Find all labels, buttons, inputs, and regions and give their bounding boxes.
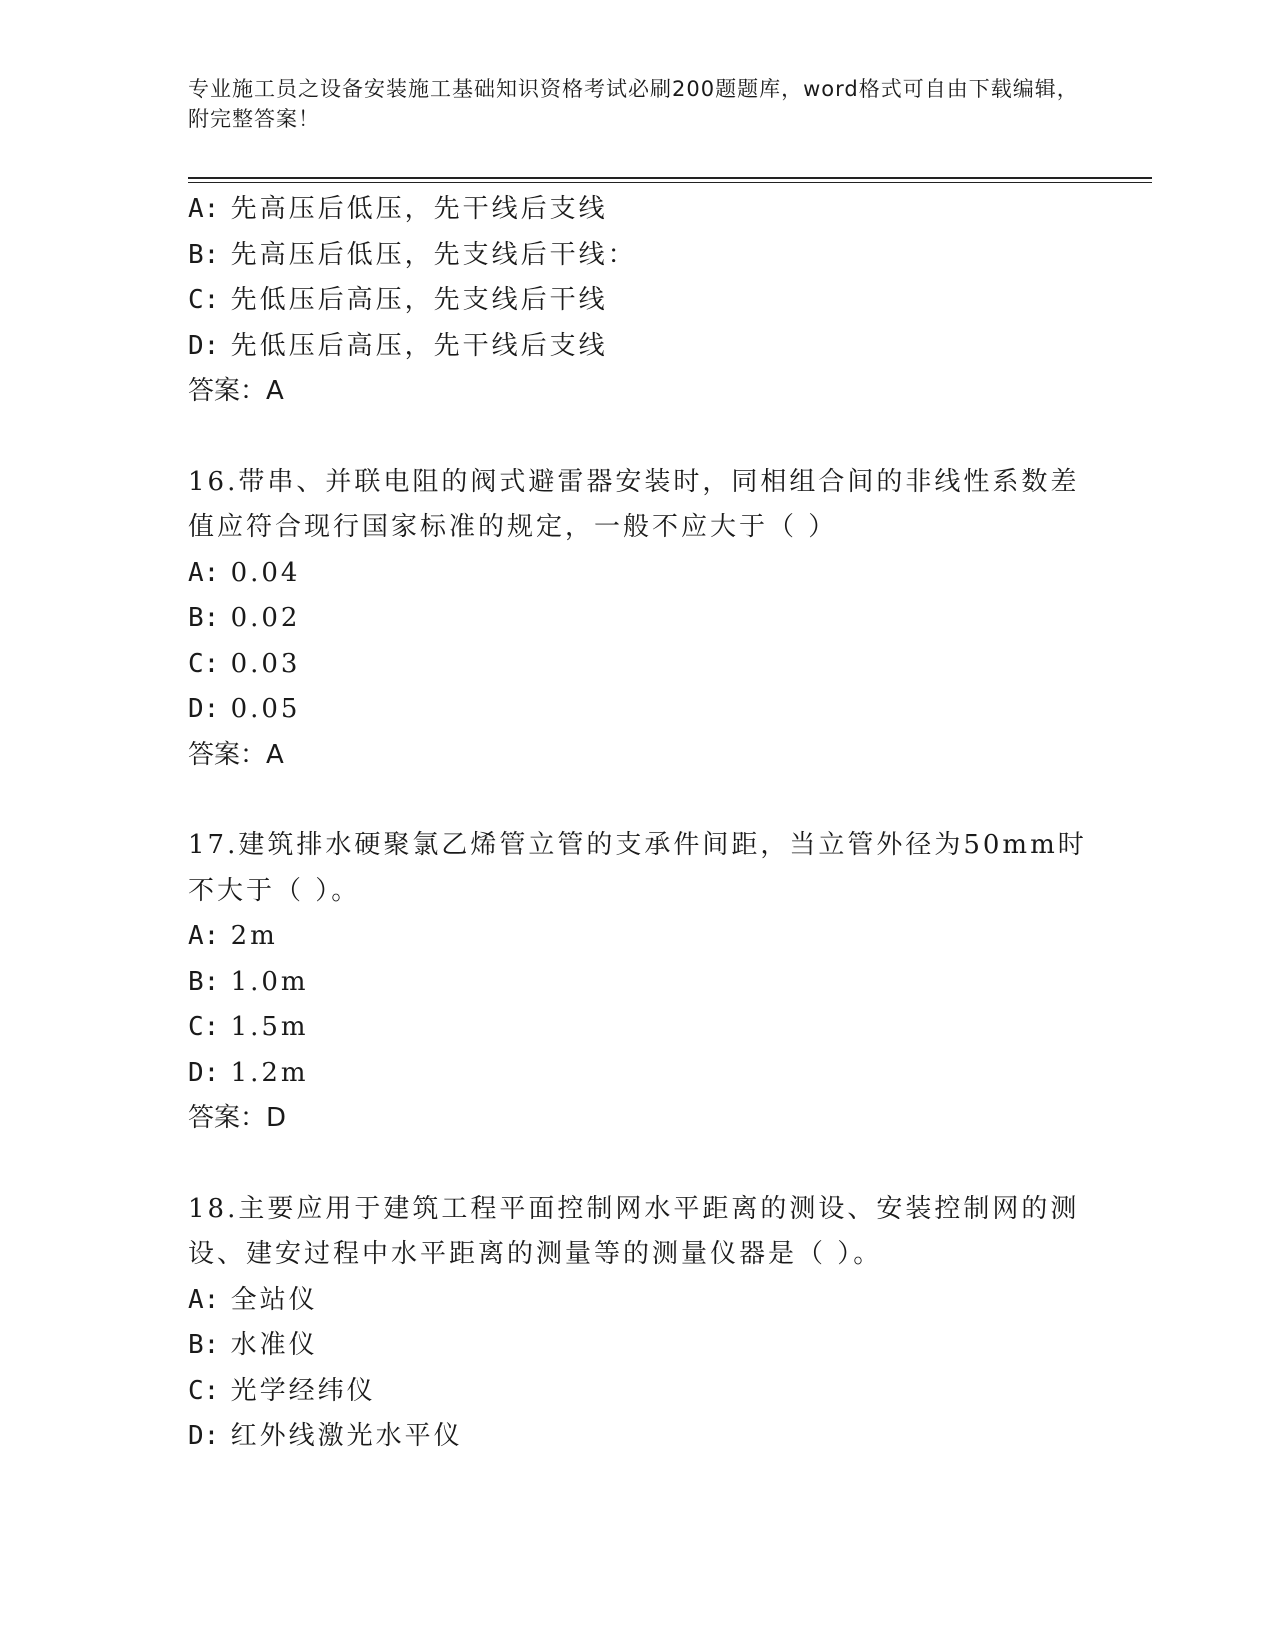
question-16 xyxy=(188,460,1088,779)
option-d: D: 1.2m xyxy=(188,1057,309,1088)
header-divider-thin xyxy=(188,182,1152,183)
question-text: 18.主要应用于建筑工程平面控制网水平距离的测设、安装控制网的测设、建安过程中水平距离的测量等的测量仪器是（ ）。 xyxy=(188,1193,1080,1269)
question-15-continued xyxy=(188,187,1088,415)
question-18 xyxy=(188,1187,1088,1460)
question-text: 17.建筑排水硬聚氯乙烯管立管的支承件间距，当立管外径为50mm时不大于（ ）。 xyxy=(188,830,1087,906)
option-a: A: 全站仪 xyxy=(188,1284,318,1315)
option-c: C: 先低压后高压，先支线后干线 xyxy=(188,285,608,315)
option-b: B: 0.02 xyxy=(188,603,301,633)
answer-label: 答案：A xyxy=(188,376,284,406)
option-a: A: 2m xyxy=(188,921,278,951)
answer-label: 答案：A xyxy=(188,739,284,770)
question-content xyxy=(188,187,1088,1460)
option-b: B: 1.0m xyxy=(188,966,309,997)
option-c: C: 0.03 xyxy=(188,648,301,679)
option-b: B: 水准仪 xyxy=(188,1330,318,1360)
option-c: C: 1.5m xyxy=(188,1012,309,1042)
option-c: C: 光学经纬仪 xyxy=(188,1375,376,1406)
header-divider-thick xyxy=(188,177,1152,179)
question-text: 16.带串、并联电阻的阀式避雷器安装时，同相组合间的非线性系数差值应符合现行国家标准的规定，一般不应大于（ ） xyxy=(188,466,1080,542)
option-d: D: 先低压后高压，先干线后支线 xyxy=(188,330,608,361)
option-b: B: 先高压后低压，先支线后干线： xyxy=(188,239,637,270)
question-17 xyxy=(188,823,1088,1142)
option-d: D: 0.05 xyxy=(188,694,301,724)
answer-label: 答案：D xyxy=(188,1103,287,1133)
option-a: A: 先高压后低压，先干线后支线 xyxy=(188,194,608,224)
option-d: D: 红外线激光水平仪 xyxy=(188,1421,463,1451)
option-a: A: 0.04 xyxy=(188,557,301,588)
document-header: 专业施工员之设备安装施工基础知识资格考试必刷200题题库，word格式可自由下载编辑，附完整答案！ xyxy=(188,77,1079,131)
